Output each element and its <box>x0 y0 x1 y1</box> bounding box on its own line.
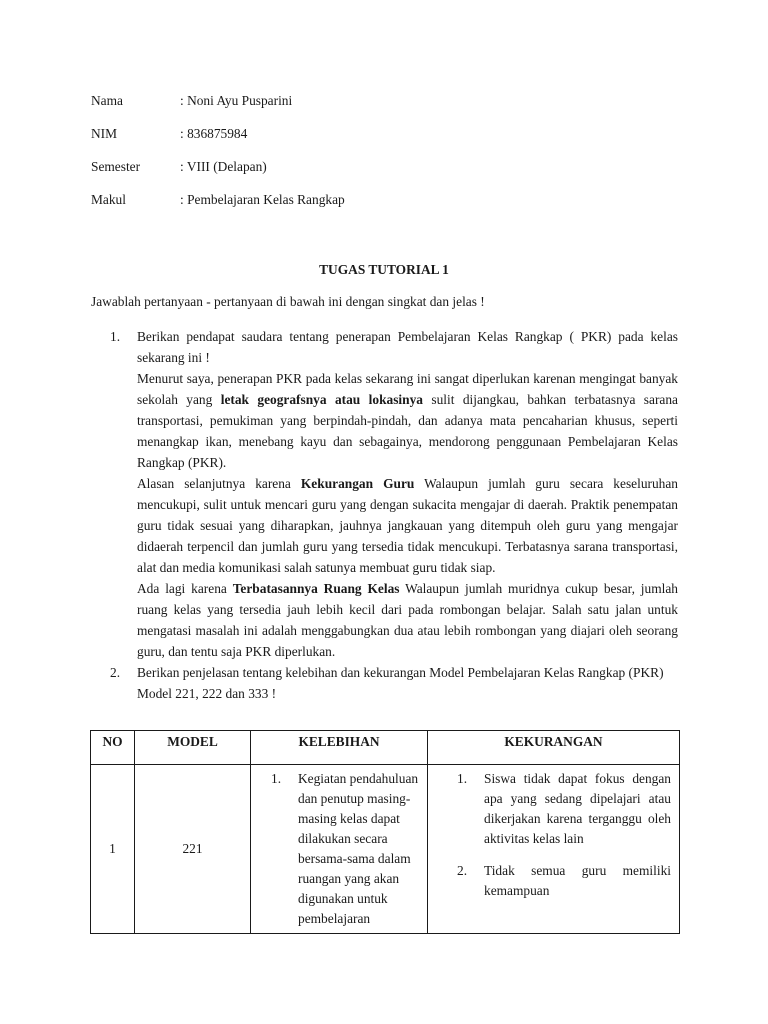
identity-value: : 836875984 <box>180 126 248 141</box>
question-list <box>110 326 678 704</box>
table-header-row <box>91 731 680 765</box>
question-body <box>137 326 678 662</box>
model-comparison-table <box>90 730 680 934</box>
answer-text: Walaupun jumlah muridnya cukup besar, jumlah ruang kelas yang tersedia jauh lebih kecil dari pada rombongan belajar. Salah satu jalan untuk mengatasi masalah ini adalah menggabungkan dua atau lebih rombongan yang diajari oleh seorang guru, dan tentu saja PKR diperlukan. <box>137 581 678 659</box>
question-number: 1. <box>110 329 121 344</box>
list-number: 1. <box>271 771 282 786</box>
table-row <box>91 765 680 934</box>
identity-label: NIM <box>91 126 118 141</box>
document-title: TUGAS TUTORIAL 1 <box>319 262 449 277</box>
answer-text: Walaupun jumlah guru secara keseluruhan mencukupi, sulit untuk mencari guru yang dengan sukacita mengajar di daerah. Praktik penempatan guru tidak sesuai yang diharapkan, jauhnya jangkauan yang ditempuh oleh guru yang mengajar didaerah terpencil dan jumlah guru yang tersedia tidak mencukupi. Terbatasnya sarana transportasi, alat dan media komunikasi salah satunya membuat guru tidak siap. <box>137 476 679 575</box>
identity-row-nama <box>91 91 691 124</box>
identity-label: Makul <box>91 192 126 207</box>
answer-bold-text: Kekurangan Guru <box>300 476 415 491</box>
list-number: 2. <box>457 863 468 878</box>
identity-row-makul <box>91 190 691 223</box>
answer-paragraph-3 <box>137 578 678 662</box>
question-number: 2. <box>110 665 121 680</box>
answer-text: Ada lagi karena <box>137 581 233 596</box>
header-kekurangan: KEKURANGAN <box>428 731 680 765</box>
answer-bold-text: Terbatasannya Ruang Kelas <box>232 581 400 596</box>
answer-paragraph-1 <box>137 368 678 473</box>
cell-kelebihan <box>251 765 428 934</box>
identity-row-semester <box>91 157 691 190</box>
question-body <box>137 662 678 704</box>
instructions: Jawablah pertanyaan - pertanyaan di bawah ini dengan singkat dan jelas ! <box>91 294 485 309</box>
cell-kekurangan <box>428 765 680 934</box>
answer-text: Menurut saya, penerapan PKR pada kelas sekarang ini sangat diperlukan karenan mengingat banyak sekolah yang <box>137 371 678 407</box>
identity-value: : Noni Ayu Pusparini <box>180 93 293 108</box>
question-text: Berikan pendapat saudara tentang penerapan Pembelajaran Kelas Rangkap ( PKR) pada kelas sekarang ini ! <box>137 329 678 365</box>
identity-label: Nama <box>91 93 123 108</box>
identity-label: Semester <box>91 159 141 174</box>
list-text: Kegiatan pendahuluan dan penutup masing-masing kelas dapat dilakukan secara bersama-sama dalam ruangan yang akan digunakan untuk pembelajaran <box>298 771 419 926</box>
answer-text: sulit dijangkau, bahkan terbatasnya sarana transportasi, pemukiman yang berpindah-pindah, dan adanya mata pencaharian khusus, seperti menangkap ikan, menebang kayu dan sebagainya, mendorong penggunaan Pembelajaran Kelas Rangkap (PKR). <box>137 392 679 470</box>
list-item <box>457 769 671 849</box>
list-number: 1. <box>457 771 468 786</box>
header-no: NO <box>91 731 135 765</box>
answer-text: Alasan selanjutnya karena <box>137 476 301 491</box>
question-text: Berikan penjelasan tentang kelebihan dan kekurangan Model Pembelajaran Kelas Rangkap (PKR) Model 221, 222 dan 333 ! <box>137 665 664 701</box>
list-item <box>271 769 421 929</box>
list-item <box>457 861 671 901</box>
question-item-2 <box>110 662 678 704</box>
header-kelebihan: KELEBIHAN <box>251 731 428 765</box>
header-model: MODEL <box>135 731 251 765</box>
cell-model: 221 <box>135 765 251 934</box>
student-identity <box>91 91 691 223</box>
identity-value: : Pembelajaran Kelas Rangkap <box>180 192 345 207</box>
answer-bold-text: letak geografsnya atau lokasinya <box>220 392 423 407</box>
identity-row-nim <box>91 124 691 157</box>
list-text: Tidak semua guru memiliki kemampuan <box>484 863 671 898</box>
identity-value: : VIII (Delapan) <box>180 159 267 174</box>
cell-no: 1 <box>91 765 135 934</box>
list-text: Siswa tidak dapat fokus dengan apa yang sedang dipelajari atau dikerjakan karena terganggu oleh aktivitas kelas lain <box>484 771 671 846</box>
question-item-1 <box>110 326 678 662</box>
answer-paragraph-2 <box>137 473 678 578</box>
